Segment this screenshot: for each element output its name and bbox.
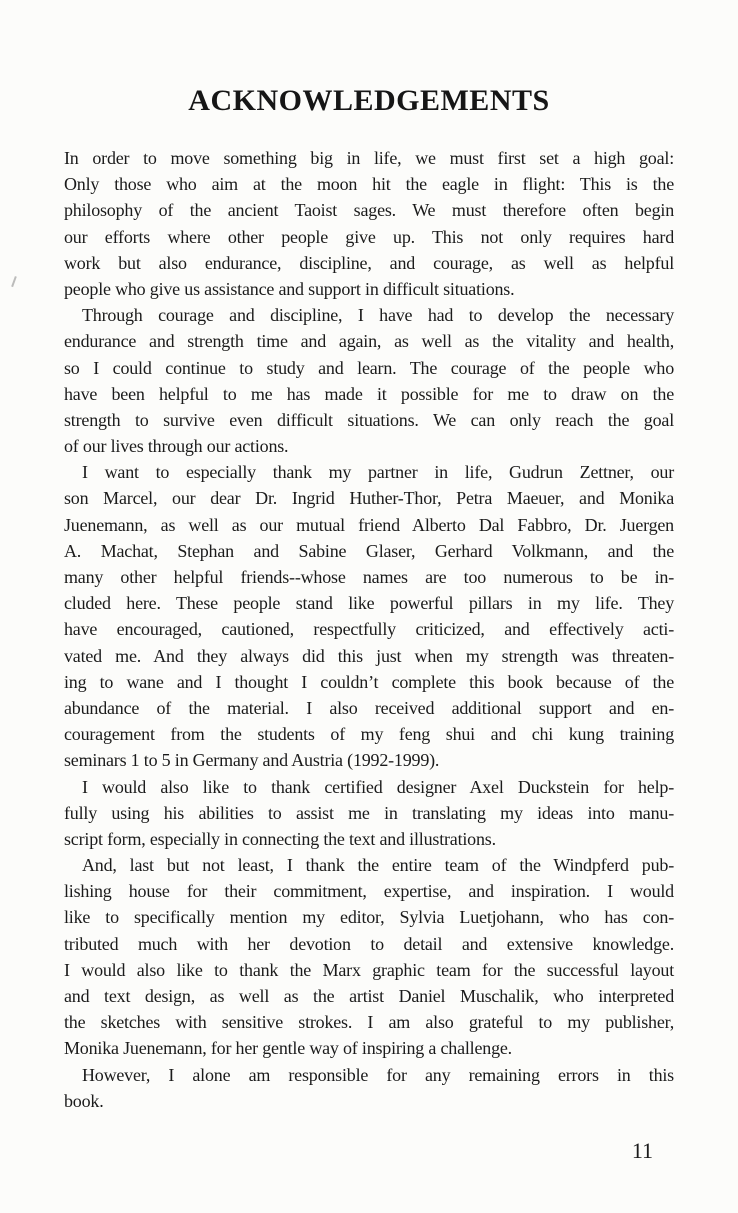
text-line: so I could continue to study and learn. The courage of the people who [64,357,674,378]
text-line: However, I alone am responsible for any remaining errors in this [82,1064,674,1085]
text-line: seminars 1 to 5 in Germany and Austria (1992-1999). [64,750,440,771]
text-line: work but also endurance, discipline, and courage, as well as helpful [64,252,674,273]
text-line: many other helpful friends--whose names are too numerous to be in- [64,567,674,587]
text-line: A. Machat, Stephan and Sabine Glaser, Gerhard Volkmann, and the [64,540,674,561]
text-line: book. [64,1090,104,1111]
text-line: like to specifically mention my editor, Sylvia Luetjohann, who has con- [64,907,674,928]
text-line: Only those who aim at the moon hit the eagle in flight: This is the [64,174,674,195]
text-line: philosophy of the ancient Taoist sages. We must therefore often begin [64,200,674,221]
scan-artifact-mark [11,276,16,287]
text-line: have encouraged, cautioned, respectfully criticized, and effectively acti- [64,619,674,640]
text-line: I want to especially thank my partner in life, Gudrun Zettner, our [82,462,674,483]
text-line: Through courage and discipline, I have had to develop the necessary [82,305,674,326]
text-line: script form, especially in connecting the text and illustrations. [64,828,496,849]
text-line: vated me. And they always did this just when my strength was threaten- [64,645,674,666]
text-line: lishing house for their commitment, expertise, and inspiration. I would [64,881,674,902]
text-line: people who give us assistance and support in difficult situations. [64,278,515,299]
text-line: abundance of the material. I also received additional support and en- [64,697,674,718]
text-line: I would also like to thank certified designer Axel Duckstein for help- [82,776,674,797]
text-line: strength to survive even difficult situations. We can only reach the goal [64,409,674,430]
text-line: son Marcel, our dear Dr. Ingrid Huther-Thor, Petra Maeuer, and Monika [64,488,674,509]
page-title: ACKNOWLEDGEMENTS [188,84,550,117]
text-line: fully using his abilities to assist me in translating my ideas into manu- [64,802,674,823]
text-line: our efforts where other people give up. This not only requires hard [64,226,674,247]
text-line: Monika Juenemann, for her gentle way of inspiring a challenge. [64,1038,512,1059]
text-line: of our lives through our actions. [64,436,289,457]
text-line: And, last but not least, I thank the entire team of the Windpferd pub- [82,855,674,876]
acknowledgements-body [64,145,674,1114]
text-line: couragement from the students of my feng shui and chi kung training [64,724,674,745]
text-line: I would also like to thank the Marx graphic team for the successful layout [64,959,674,980]
text-line: Juenemann, as well as our mutual friend Alberto Dal Fabbro, Dr. Juergen [64,514,674,535]
text-line: endurance and strength time and again, as well as the vitality and health, [64,331,674,352]
text-line: ing to wane and I thought I couldn’t complete this book because of the [64,671,674,692]
text-line: and text design, as well as the artist Daniel Muschalik, who interpreted [64,986,674,1006]
text-line: cluded here. These people stand like powerful pillars in my life. They [64,593,674,614]
page-number: 11 [631,1138,653,1163]
text-line: the sketches with sensitive strokes. I am also grateful to my publisher, [64,1012,674,1033]
text-line: In order to move something big in life, we must first set a high goal: [64,148,674,168]
text-line: tributed much with her devotion to detail and extensive knowledge. [64,933,674,954]
text-line: have been helpful to me has made it possible for me to draw on the [64,383,674,404]
